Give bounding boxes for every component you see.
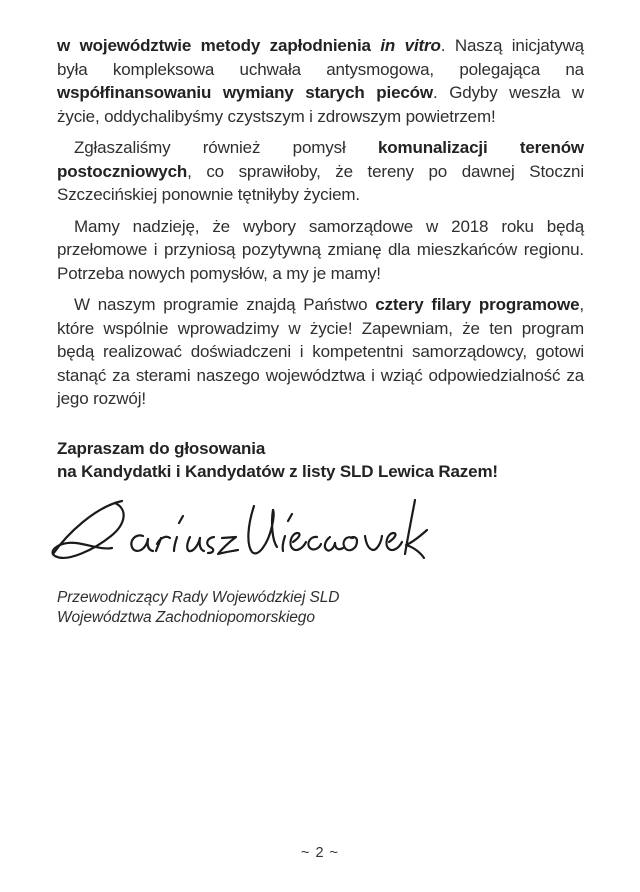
signoff-region-line: Województwa Zachodniopomorskiego <box>57 609 315 626</box>
voting-call-line-1: Zapraszam do głosowania <box>57 438 266 458</box>
signature-image <box>45 492 437 584</box>
voting-call-line-2: na Kandydatki i Kandydatów z listy SLD Lewica Razem! <box>57 462 498 481</box>
signoff <box>57 588 584 629</box>
body-paragraph-2: Zgłaszaliśmy również pomysł komunalizacji terenów postoczniowych, co sprawiłoby, że tereny po dawnej Stoczni Szczecińskiej ponownie tętniłyby życiem. <box>57 138 584 204</box>
signature <box>45 492 584 584</box>
body-paragraph-3: Mamy nadzieję, że wybory samorządowe w 2018 roku będą przełomowe i przyniosą pozytywną zmianę dla mieszkańców regionu. Potrzeba nowych pomysłów, a my je mamy! <box>57 216 584 283</box>
voting-call <box>57 437 584 484</box>
page-content <box>57 34 584 629</box>
body-paragraph-1: w województwie metody zapłodnienia in vitro. Naszą inicjatywą była kompleksowa uchwała antysmogowa, polegająca na współfinansowaniu wymiany starych pieców. Gdyby weszła w życie, oddychalibyśmy czystszym i zdrowszym powietrzem! <box>57 36 584 126</box>
page-number: ~ 2 ~ <box>300 845 340 861</box>
signoff-role-line: Przewodniczący Rady Wojewódzkiej SLD <box>57 588 340 606</box>
body-paragraph-4: W naszym programie znajdą Państwo cztery filary programowe, które wspólnie wprowadzimy w życie! Zapewniam, że ten program będą realizować doświadczeni i kompetentni samorządowcy, gotowi stanąć za sterami naszego województwa i wziąć odpowiedzialność za jego rozwój! <box>57 295 584 408</box>
